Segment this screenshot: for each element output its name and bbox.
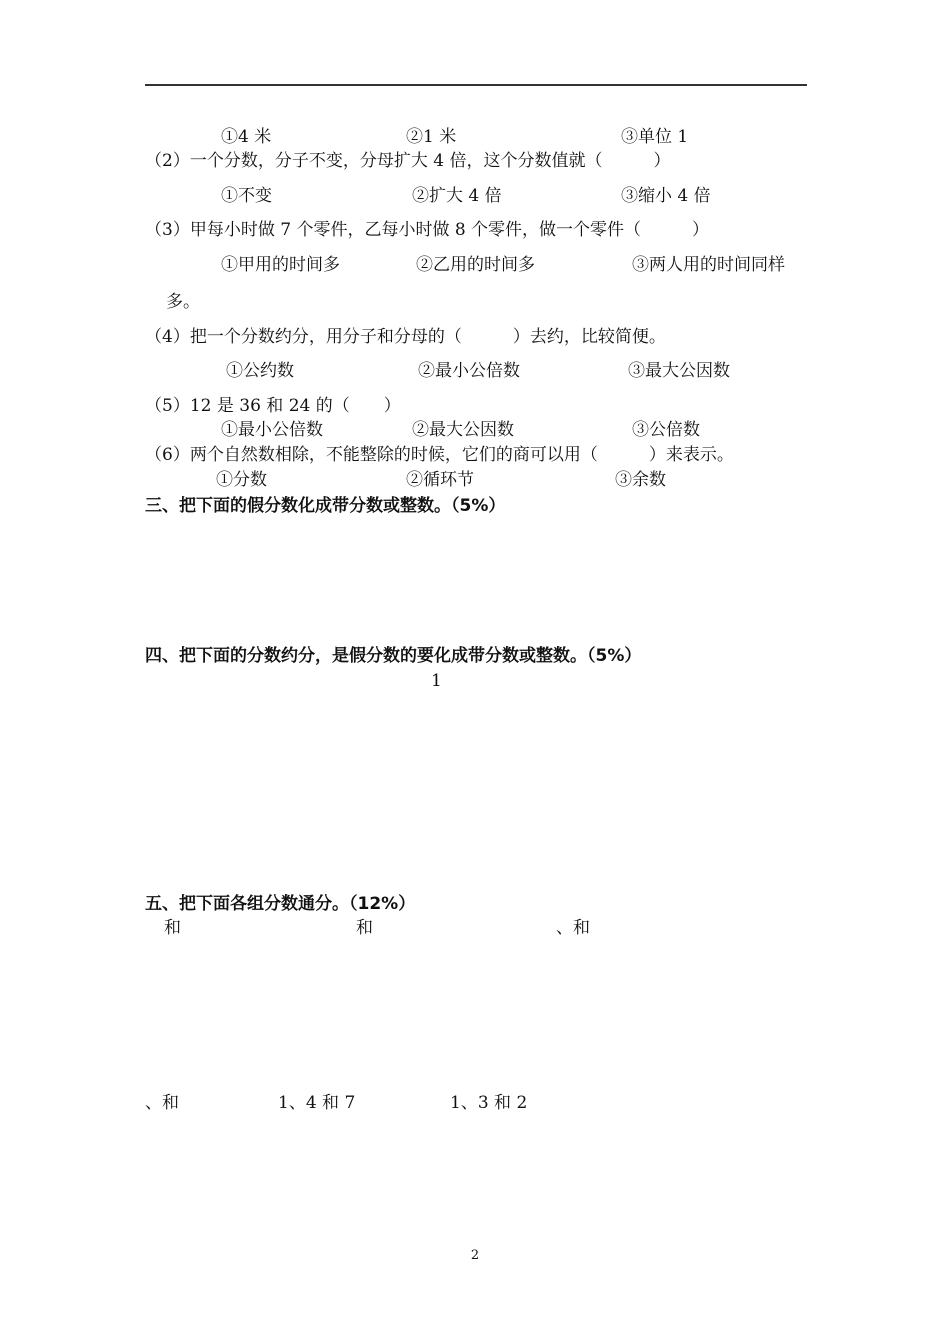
q5-stem: （5）12 是 36 和 24 的（ ） [145,396,401,416]
q3-option-1: ①甲用的时间多 [221,255,340,275]
q4-option-2: ②最小公倍数 [418,361,520,381]
q6-option-2: ②循环节 [406,470,474,490]
section5-row1-item-2: 和 [356,918,373,938]
q4-option-3: ③最大公因数 [628,361,730,381]
q5-option-3: ③公倍数 [632,420,700,440]
q4-stem: （4）把一个分数约分，用分子和分母的（ ）去约，比较简便。 [145,327,666,347]
q3-option-3: ③两人用的时间同样 [632,255,785,275]
q2-option-3: ③缩小 4 倍 [621,186,711,206]
q2-option-1: ①不变 [221,186,272,206]
section5-title: 五、把下面各组分数通分。（12%） [145,894,416,914]
q3-stem: （3）甲每小时做 7 个零件，乙每小时做 8 个零件，做一个零件（ ） [145,220,710,240]
q4-option-1: ①公约数 [226,361,294,381]
q5-option-1: ①最小公倍数 [221,420,323,440]
q1-option-3: ③单位 1 [621,127,689,147]
section4-fragment: 1 [431,671,442,691]
section4-title: 四、把下面的分数约分，是假分数的要化成带分数或整数。（5%） [145,646,642,666]
section5-row2-item-2: 1、4 和 7 [278,1093,356,1113]
q5-option-2: ②最大公因数 [412,420,514,440]
section5-row1-item-1: 和 [164,918,181,938]
q2-stem: （2）一个分数，分子不变，分母扩大 4 倍，这个分数值就（ ） [145,151,671,171]
q1-option-1: ①4 米 [221,127,272,147]
q3-option-2: ②乙用的时间多 [416,255,535,275]
section5-row2-item-1: 、和 [145,1093,179,1113]
q2-option-2: ②扩大 4 倍 [412,186,502,206]
section3-title: 三、把下面的假分数化成带分数或整数。（5%） [145,496,506,516]
q1-option-2: ②1 米 [406,127,457,147]
q6-stem: （6）两个自然数相除，不能整除的时候，它们的商可以用（ ）来表示。 [145,445,734,465]
page-number: 2 [470,1248,480,1263]
q6-option-3: ③余数 [615,470,666,490]
section5-row1-item-3: 、和 [556,918,590,938]
header-rule [145,84,807,86]
section5-row2-item-3: 1、3 和 2 [450,1093,528,1113]
q3-continuation: 多。 [166,292,200,312]
q6-option-1: ①分数 [216,470,267,490]
